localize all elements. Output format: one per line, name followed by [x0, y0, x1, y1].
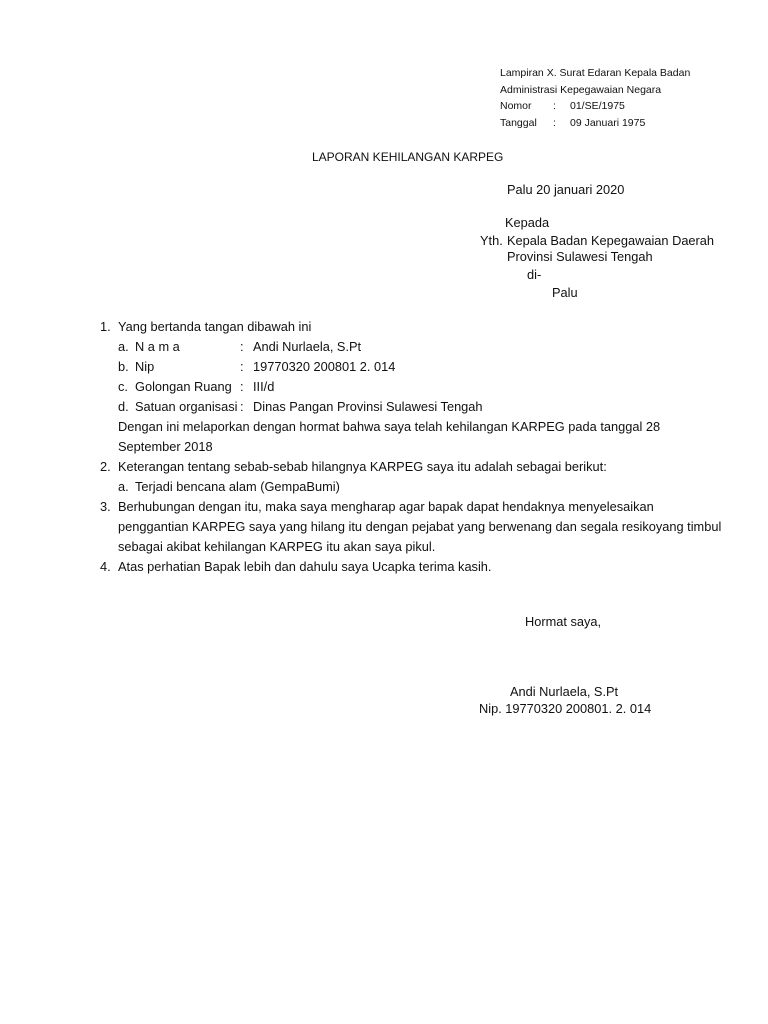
field-label: Satuan organisasi: [135, 399, 238, 414]
item-3-line-1: Berhubungan dengan itu, maka saya mengharap agar bapak dapat hendaknya menyelesaikan: [118, 499, 654, 514]
field-label: N a m a: [135, 339, 180, 354]
item-1-paragraph-line-2: September 2018: [118, 439, 213, 454]
tanggal-label: Tanggal: [500, 117, 537, 129]
item-2a-letter: a.: [118, 479, 129, 494]
document-title: LAPORAN KEHILANGAN KARPEG: [312, 150, 504, 164]
item-1-paragraph-line-1: Dengan ini melaporkan dengan hormat bahwa saya telah kehilangan KARPEG pada tanggal 28: [118, 419, 661, 434]
item-2-text: Keterangan tentang sebab-sebab hilangnya KARPEG saya itu adalah sebagai berikut:: [118, 459, 607, 474]
recipient-line-1: Kepala Badan Kepegawaian Daerah: [507, 233, 715, 248]
item-3-number: 3.: [100, 499, 111, 514]
item-2a-text: Terjadi bencana alam (GempaBumi): [135, 479, 340, 494]
field-colon: :: [240, 339, 244, 354]
tanggal-value: 09 Januari 1975: [570, 117, 646, 129]
field-label: Nip: [135, 359, 155, 374]
nomor-colon: :: [553, 100, 556, 112]
field-letter: b.: [118, 359, 129, 374]
field-letter: a.: [118, 339, 129, 354]
tanggal-colon: :: [553, 117, 556, 129]
item-1-number: 1.: [100, 319, 111, 334]
field-value: Andi Nurlaela, S.Pt: [253, 339, 362, 354]
recipient-yth: Yth.: [480, 233, 503, 248]
field-value: 19770320 200801 2. 014: [253, 359, 396, 374]
recipient-line-2: Provinsi Sulawesi Tengah: [507, 249, 653, 264]
item-3-line-2: penggantian KARPEG saya yang hilang itu dengan pejabat yang berwenang dan segala resikoyang timbul: [118, 519, 722, 534]
closing-greeting: Hormat saya,: [525, 614, 602, 629]
field-letter: d.: [118, 399, 129, 414]
field-colon: :: [240, 379, 244, 394]
field-colon: :: [240, 359, 244, 374]
nomor-label: Nomor: [500, 100, 532, 112]
signatory-name: Andi Nurlaela, S.Pt: [510, 684, 619, 699]
field-colon: :: [240, 399, 244, 414]
field-value: III/d: [253, 379, 275, 394]
recipient-kepada: Kepada: [505, 215, 550, 230]
item-4-text: Atas perhatian Bapak lebih dan dahulu saya Ucapka terima kasih.: [118, 559, 492, 574]
item-3-line-3: sebagai akibat kehilangan KARPEG itu akan saya pikul.: [118, 539, 436, 554]
signatory-nip: Nip. 19770320 200801. 2. 014: [479, 701, 652, 716]
recipient-di: di-: [527, 267, 542, 282]
item-1-text: Yang bertanda tangan dibawah ini: [118, 319, 312, 334]
attachment-line-2: Administrasi Kepegawaian Negara: [500, 84, 662, 96]
field-label: Golongan Ruang: [135, 379, 232, 394]
item-2-number: 2.: [100, 459, 111, 474]
attachment-line-1: Lampiran X. Surat Edaran Kepala Badan: [500, 67, 691, 79]
field-value: Dinas Pangan Provinsi Sulawesi Tengah: [253, 399, 483, 414]
field-letter: c.: [118, 379, 128, 394]
recipient-city: Palu: [552, 285, 578, 300]
place-date: Palu 20 januari 2020: [507, 182, 625, 197]
nomor-value: 01/SE/1975: [570, 100, 625, 112]
item-4-number: 4.: [100, 559, 111, 574]
